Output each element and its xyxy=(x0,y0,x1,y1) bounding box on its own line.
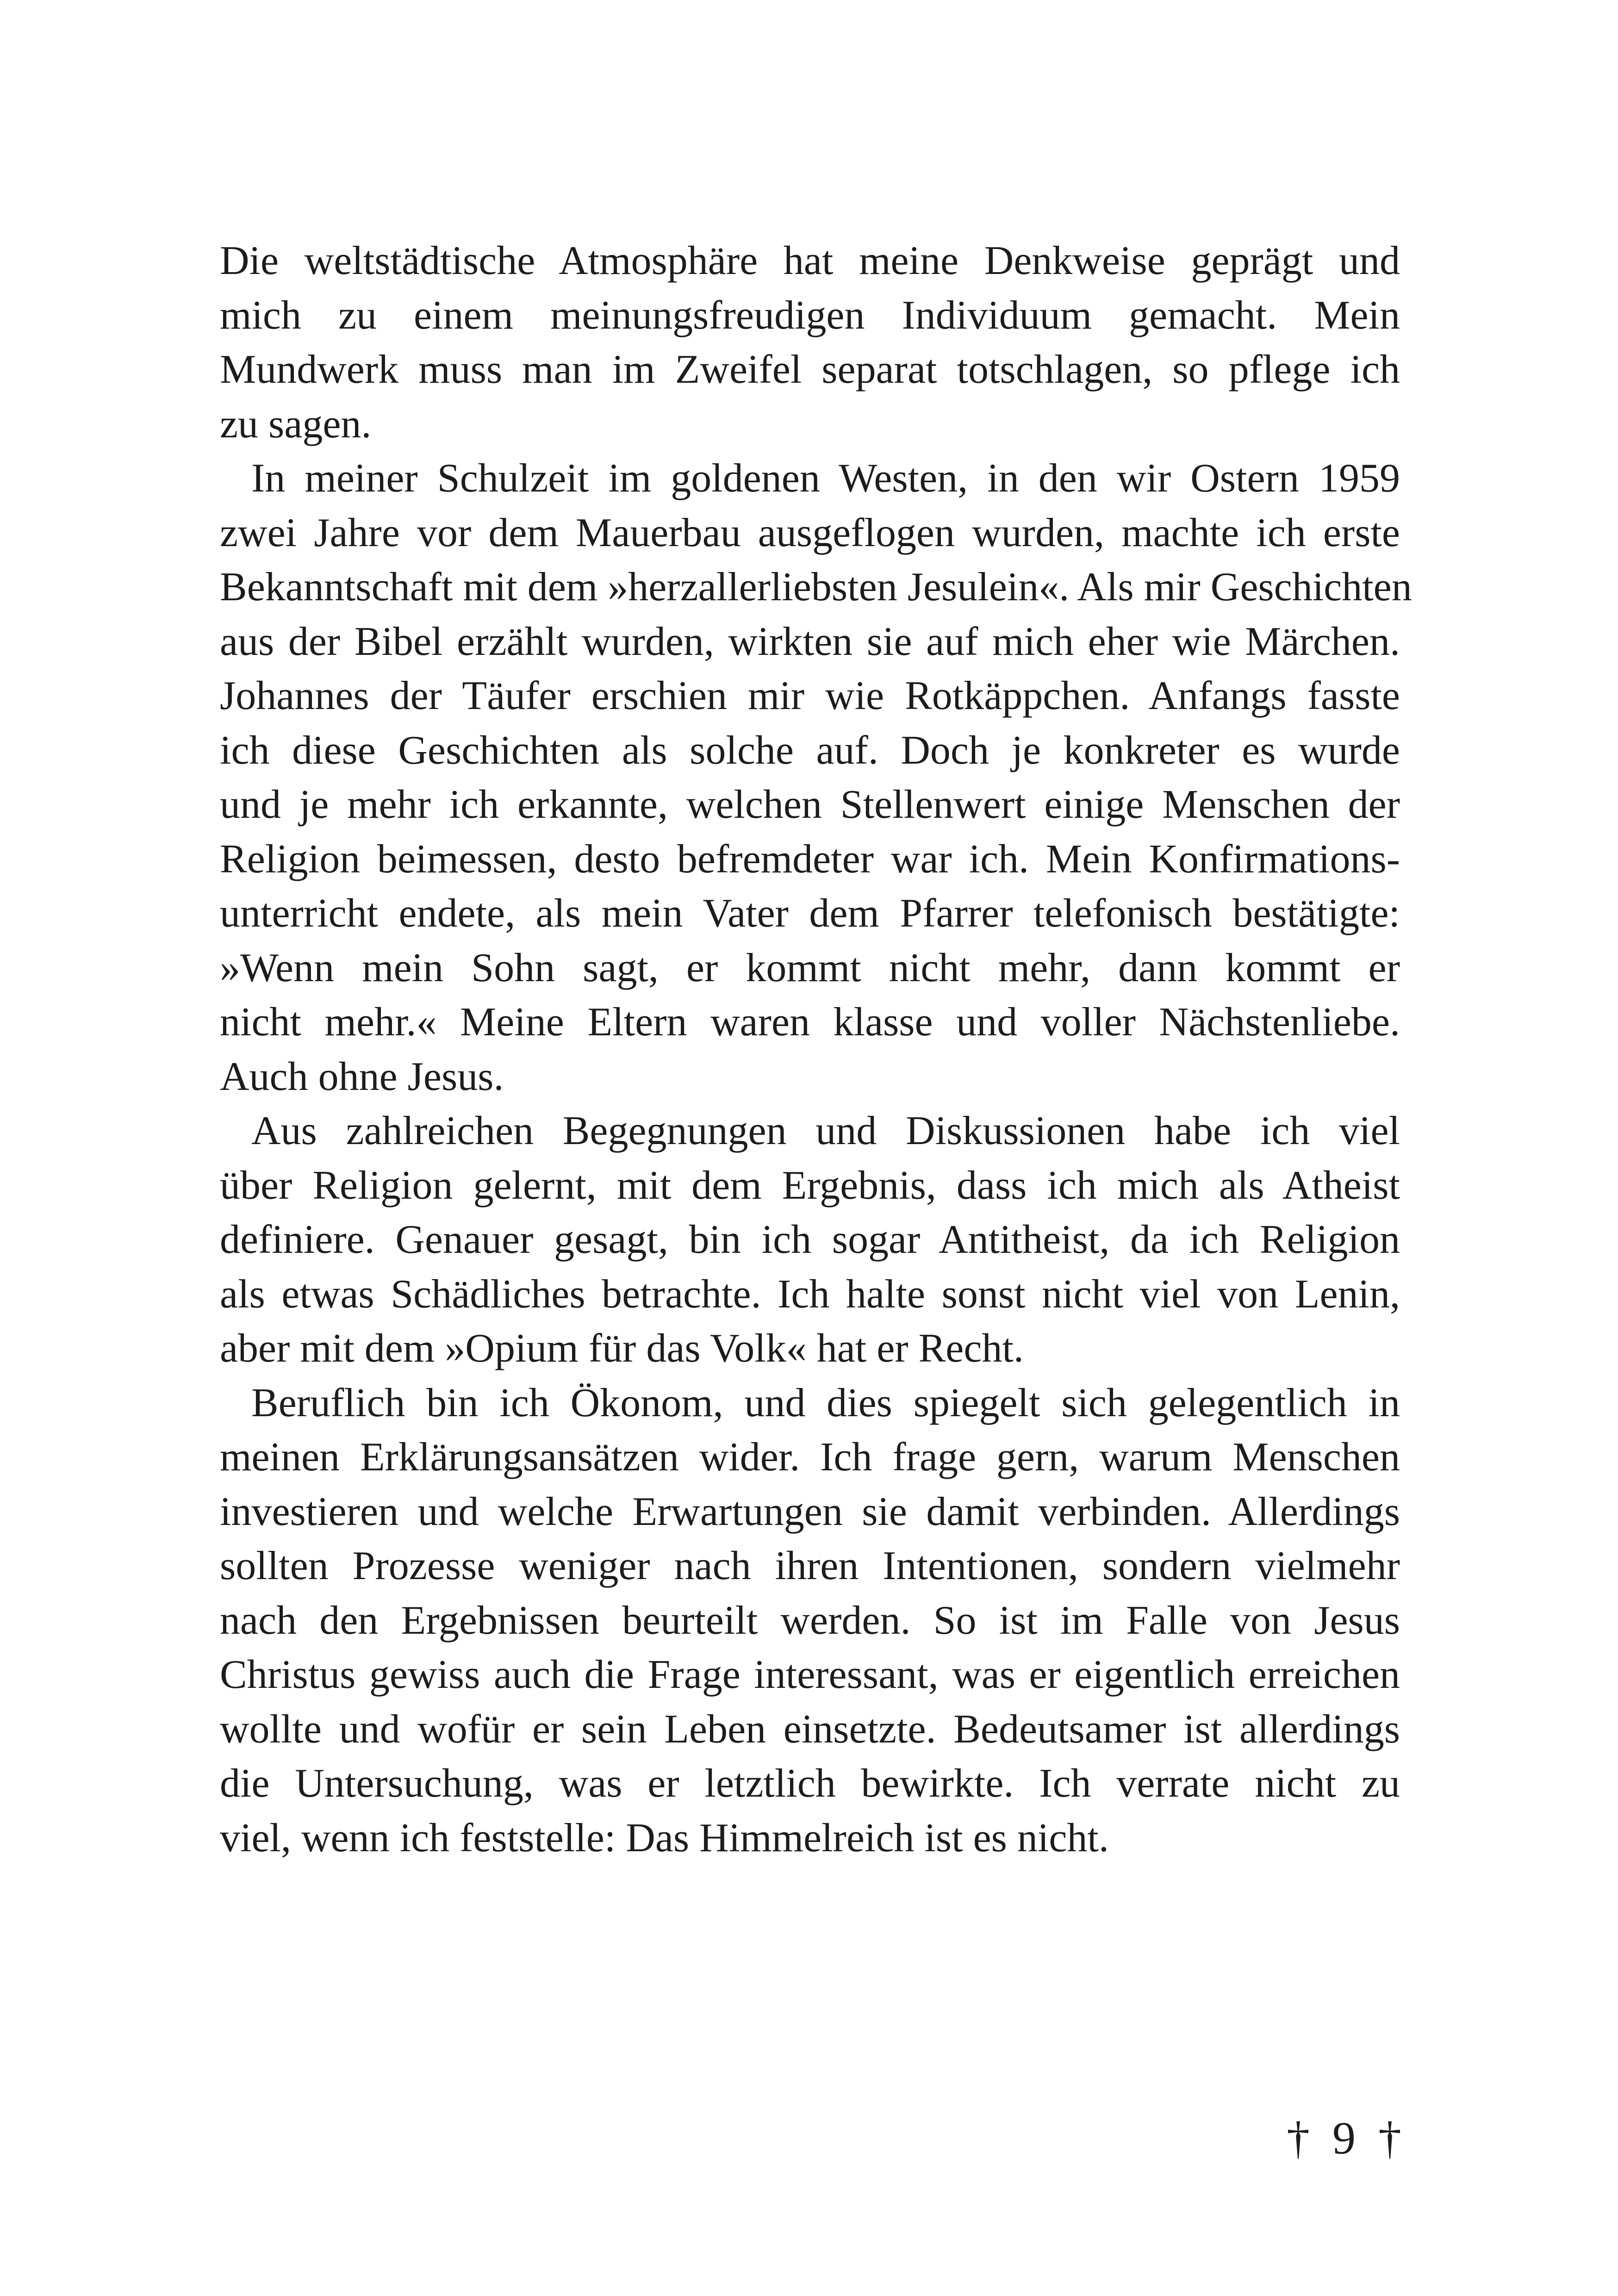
text-line: sollten Prozesse weniger nach ihren Intentionen, sondern vielmehr xyxy=(220,1543,1400,1588)
text-line: Beruflich bin ich Ökonom, und dies spiegelt sich gelegentlich in xyxy=(251,1380,1400,1425)
paragraph-2 xyxy=(220,451,1412,1104)
text-line: meinen Erklärungsansätzen wider. Ich frage gern, warum Menschen xyxy=(220,1435,1400,1480)
text-line: unterricht endete, als mein Vater dem Pfarrer telefonisch bestätigte: xyxy=(220,891,1400,936)
text-line: Bekanntschaft mit dem »herzallerliebsten Jesulein«. Als mir Geschichten xyxy=(220,565,1412,610)
text-line: aber mit dem »Opium für das Volk« hat er Recht. xyxy=(220,1326,1024,1371)
text-line: zu sagen. xyxy=(220,401,372,447)
text-line: nicht mehr.« Meine Eltern waren klasse und voller Nächstenliebe. xyxy=(220,1000,1400,1045)
page-number: † 9 † xyxy=(1287,2112,1407,2164)
body-text xyxy=(220,234,1412,1865)
paragraph-4 xyxy=(220,1376,1400,1866)
text-line: Religion beimessen, desto befremdeter war ich. Mein Konfirmations- xyxy=(220,836,1400,882)
text-line: über Religion gelernt, mit dem Ergebnis, dass ich mich als Atheist xyxy=(220,1163,1400,1208)
text-line: Johannes der Täufer erschien mir wie Rotkäppchen. Anfangs fasste xyxy=(220,673,1400,718)
text-line: »Wenn mein Sohn sagt, er kommt nicht mehr, dann kommt er xyxy=(220,945,1400,990)
text-line: Christus gewiss auch die Frage interessant, was er eigentlich erreichen xyxy=(220,1652,1400,1697)
text-line: ich diese Geschichten als solche auf. Doch je konkreter es wurde xyxy=(220,728,1400,773)
text-line: die Untersuchung, was er letztlich bewirkte. Ich verrate nicht zu xyxy=(220,1761,1400,1806)
text-line: In meiner Schulzeit im goldenen Westen, in den wir Ostern 1959 xyxy=(251,456,1400,501)
text-line: und je mehr ich erkannte, welchen Stellenwert einige Menschen der xyxy=(220,782,1400,827)
text-line: Auch ohne Jesus. xyxy=(220,1054,504,1099)
text-line: Aus zahlreichen Begegnungen und Diskussionen habe ich viel xyxy=(251,1108,1400,1153)
text-line: Mundwerk muss man im Zweifel separat totschlagen, so pflege ich xyxy=(220,347,1400,392)
text-line: viel, wenn ich feststelle: Das Himmelreich ist es nicht. xyxy=(220,1815,1109,1860)
text-line: als etwas Schädliches betrachte. Ich halte sonst nicht viel von Lenin, xyxy=(220,1271,1400,1317)
text-line: mich zu einem meinungsfreudigen Individuum gemacht. Mein xyxy=(220,292,1400,338)
text-line: definiere. Genauer gesagt, bin ich sogar Antitheist, da ich Religion xyxy=(220,1217,1400,1262)
paragraph-1 xyxy=(220,234,1400,451)
text-line: aus der Bibel erzählt wurden, wirkten sie auf mich eher wie Märchen. xyxy=(220,619,1400,664)
text-line: investieren und welche Erwartungen sie damit verbinden. Allerdings xyxy=(220,1489,1400,1534)
text-line: Die weltstädtische Atmosphäre hat meine Denkweise geprägt und xyxy=(220,238,1400,283)
text-line: nach den Ergebnissen beurteilt werden. So ist im Falle von Jesus xyxy=(220,1598,1400,1643)
text-line: wollte und wofür er sein Leben einsetzte. Bedeutsamer ist allerdings xyxy=(220,1706,1400,1752)
paragraph-3 xyxy=(220,1104,1400,1376)
text-line: zwei Jahre vor dem Mauerbau ausgeflogen wurden, machte ich erste xyxy=(220,510,1400,555)
